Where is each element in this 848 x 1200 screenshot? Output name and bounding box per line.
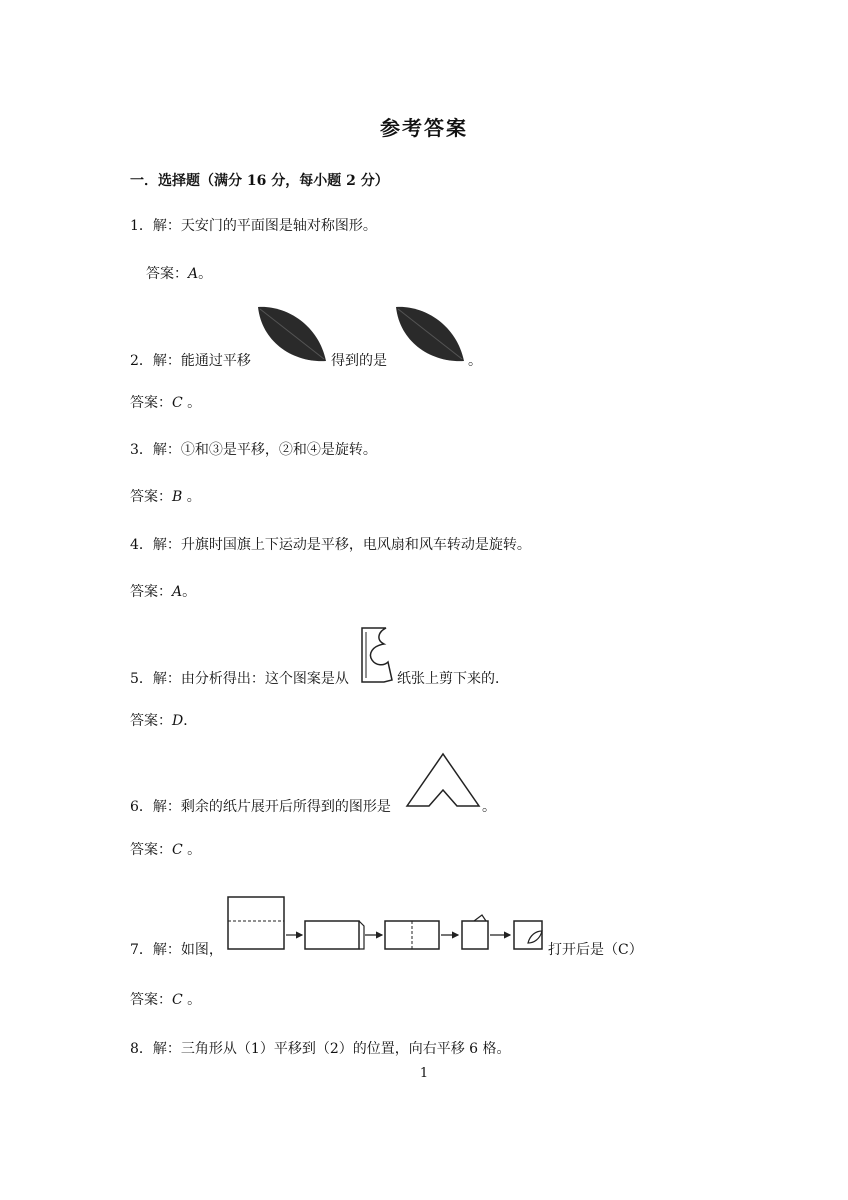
solution-text: 能通过平移 xyxy=(180,353,251,369)
solution-text: ①和③是平移，②和④是旋转。 xyxy=(180,442,377,458)
answer-value: A xyxy=(188,266,199,282)
leaf-icon xyxy=(392,303,468,365)
answer-end: 。 xyxy=(198,266,213,282)
answer-end: 。 xyxy=(182,489,201,505)
solution-text: 天安门的平面图是轴对称图形。 xyxy=(180,218,377,234)
answer-5 xyxy=(130,712,197,730)
answer-value: C xyxy=(172,842,183,858)
solution-text: 三角形从（1）平移到（2）的位置，向右平移 6 格。 xyxy=(180,1041,511,1057)
answer-value: C xyxy=(172,992,183,1008)
triangle-notch-icon xyxy=(405,750,481,810)
answer-7 xyxy=(130,991,201,1009)
section-heading: 一．选择题（满分 16 分，每小题 2 分） xyxy=(130,173,389,189)
solution-6 xyxy=(130,798,391,816)
answer-1 xyxy=(146,265,212,283)
solution-prefix: 5．解： xyxy=(130,671,181,687)
answer-label: 答案： xyxy=(130,842,172,858)
answer-end: ． xyxy=(183,713,198,729)
solution-prefix: 3．解： xyxy=(130,442,181,458)
solution-prefix: 8．解： xyxy=(130,1041,181,1057)
answer-3 xyxy=(130,488,201,506)
solution-text: 由分析得出：这个图案是从 xyxy=(180,671,349,687)
answer-label: 答案： xyxy=(130,489,172,505)
solution-5 xyxy=(130,670,349,688)
solution-prefix: 7．解： xyxy=(130,942,181,958)
answer-value: D xyxy=(172,713,184,729)
page-title: 参考答案 xyxy=(380,116,468,140)
answer-end: 。 xyxy=(182,395,202,411)
paper-fold-sequence-icon xyxy=(226,893,548,955)
solution-2-mid: 得到的是 xyxy=(331,353,387,369)
answer-4 xyxy=(130,583,196,601)
solution-7 xyxy=(130,941,223,959)
solution-8 xyxy=(130,1040,511,1058)
answer-label: 答案： xyxy=(130,395,172,411)
solution-6-end: 。 xyxy=(482,799,496,815)
answer-end: 。 xyxy=(182,992,202,1008)
answer-end: 。 xyxy=(182,842,202,858)
solution-4 xyxy=(130,536,531,554)
answer-label: 答案： xyxy=(130,992,172,1008)
cut-paper-icon xyxy=(358,624,398,686)
solution-2-end: 。 xyxy=(468,353,482,369)
answer-label: 答案： xyxy=(130,713,172,729)
solution-2 xyxy=(130,352,251,370)
solution-text: 如图， xyxy=(180,942,223,958)
answer-value: A xyxy=(172,584,183,600)
solution-3 xyxy=(130,441,377,459)
solution-text: 升旗时国旗上下运动是平移，电风扇和风车转动是旋转。 xyxy=(180,537,531,553)
answer-value: C xyxy=(172,395,183,411)
solution-prefix: 6．解： xyxy=(130,799,181,815)
answer-6 xyxy=(130,841,201,859)
solution-1 xyxy=(130,217,377,235)
solution-text: 剩余的纸片展开后所得到的图形是 xyxy=(180,799,391,815)
answer-label: 答案： xyxy=(146,266,188,282)
answer-value: B xyxy=(172,489,183,505)
solution-prefix: 1．解： xyxy=(130,218,181,234)
solution-prefix: 2．解： xyxy=(130,353,181,369)
page-number: 1 xyxy=(419,1066,429,1081)
answer-label: 答案： xyxy=(130,584,172,600)
solution-7-end: 打开后是（C） xyxy=(548,942,643,958)
solution-5-end: 纸张上剪下来的． xyxy=(397,671,509,687)
answer-end: 。 xyxy=(182,584,197,600)
leaf-icon xyxy=(254,303,330,365)
solution-prefix: 4．解： xyxy=(130,537,181,553)
answer-2 xyxy=(130,394,201,412)
